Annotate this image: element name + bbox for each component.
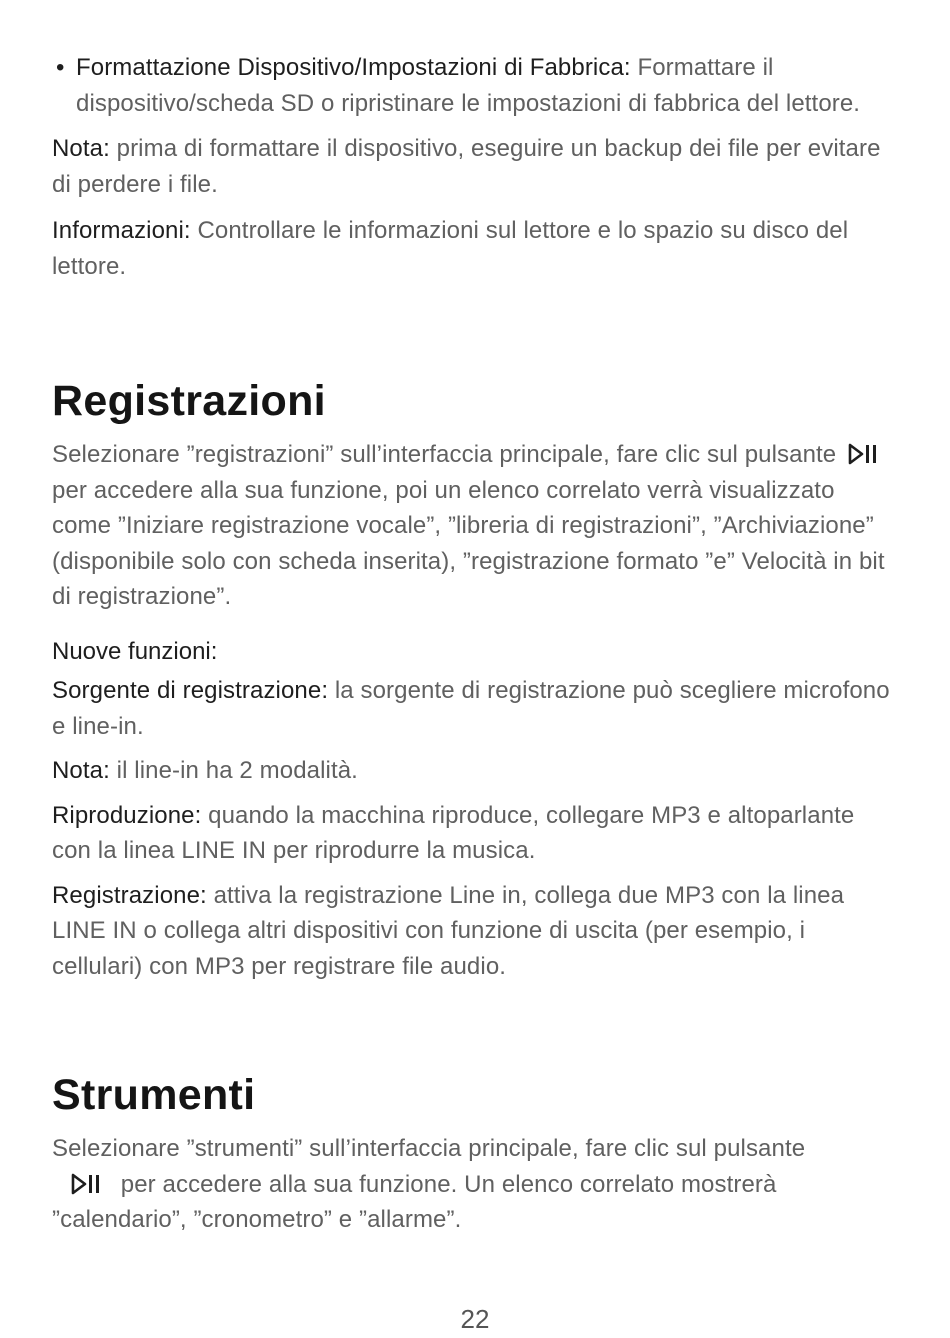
bullet-text bbox=[76, 50, 898, 121]
feature-item-riproduzione bbox=[52, 798, 898, 869]
info-term: Informazioni: bbox=[52, 217, 191, 244]
feature-term: Sorgente di registrazione: bbox=[52, 677, 329, 704]
info-desc: Controllare le informazioni sul lettore e lo spazio su disco del lettore. bbox=[52, 217, 849, 280]
feature-item-sorgente bbox=[52, 673, 898, 744]
note-term: Nota: bbox=[52, 135, 110, 162]
nuove-funzioni-heading: Nuove funzioni: bbox=[52, 637, 218, 665]
format-term: Formattazione Dispositivo/Impostazioni di Fabbrica: bbox=[76, 54, 631, 81]
note-format bbox=[52, 131, 898, 202]
strumenti-intro bbox=[52, 1131, 898, 1238]
feature-term: Riproduzione: bbox=[52, 801, 202, 829]
page-content bbox=[52, 50, 898, 1238]
play-pause-icon bbox=[847, 442, 879, 466]
registrazioni-intro bbox=[52, 437, 898, 615]
info-paragraph bbox=[52, 213, 898, 284]
feature-desc: il line-in ha 2 modalità. bbox=[109, 757, 358, 784]
bullet-dot: • bbox=[56, 54, 65, 81]
bullet-item-format bbox=[56, 50, 898, 121]
feature-desc: quando la macchina riproduce, collegare MP3 e altoparlante con la linea LINE IN per riprodurre la musica. bbox=[52, 801, 855, 864]
section-heading-registrazioni: Registrazioni bbox=[52, 377, 326, 425]
feature-term: Registrazione: bbox=[52, 881, 207, 909]
strumenti-intro-start: Selezionare ”strumenti” sull’interfaccia principale, fare clic sul pulsante bbox=[52, 1135, 806, 1162]
play-pause-icon bbox=[70, 1172, 102, 1196]
feature-item-nota bbox=[52, 753, 898, 789]
format-desc: Formattare il dispositivo/scheda SD o ripristinare le impostazioni di fabbrica del lettore. bbox=[76, 54, 861, 117]
page-number: 22 bbox=[460, 1304, 490, 1334]
feature-item-registrazione bbox=[52, 878, 898, 985]
registrazioni-intro-start: Selezionare ”registrazioni” sull’interfaccia principale, fare clic sul pulsante bbox=[52, 441, 837, 468]
note-desc: prima di formattare il dispositivo, eseguire un backup dei file per evitare di perdere i file. bbox=[52, 135, 881, 198]
feature-term: Nota: bbox=[52, 757, 110, 784]
feature-desc: la sorgente di registrazione può scegliere microfono e line-in. bbox=[52, 677, 890, 740]
strumenti-intro-end: per accedere alla sua funzione. Un elenco correlato mostrerà ”calendario”, ”cronometro” e ”allarme”. bbox=[52, 1170, 777, 1233]
section-heading-strumenti: Strumenti bbox=[52, 1071, 256, 1119]
registrazioni-intro-end: per accedere alla sua funzione, poi un elenco correlato verrà visualizzato come ”Iniziare registrazione vocale”, ”libreria di registrazioni”, ”Archiviazione” (disponibile solo con scheda inserita), ”registrazione formato ”e” Velocità in bit di registrazione”. bbox=[52, 476, 885, 610]
feature-desc: attiva la registrazione Line in, collega due MP3 con la linea LINE IN o collega altri dispositivi con funzione di uscita (per esempio, i cellulari) con MP3 per registrare file audio. bbox=[52, 881, 845, 980]
